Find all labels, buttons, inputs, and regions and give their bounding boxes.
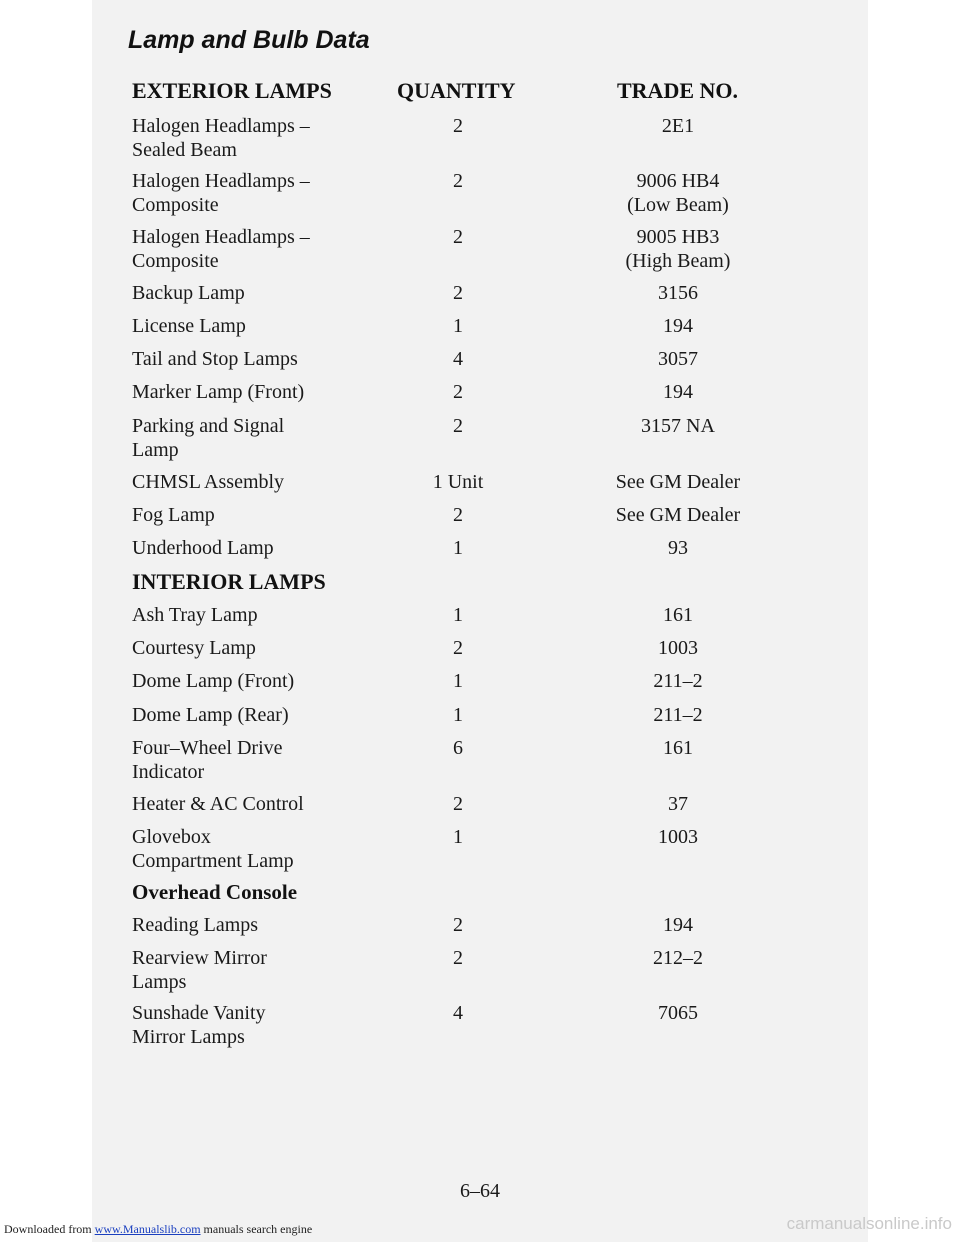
lamp-quantity: 2 xyxy=(453,282,463,304)
lamp-trade-no: 194 xyxy=(663,315,693,337)
lamp-quantity: 1 xyxy=(453,315,463,337)
lamp-quantity: 1 Unit xyxy=(432,471,484,493)
lamp-name: Parking and Signal Lamp xyxy=(132,415,285,461)
lamp-trade-no: 93 xyxy=(668,537,688,559)
lamp-name: Halogen Headlamps – Sealed Beam xyxy=(132,115,310,161)
lamp-quantity: 2 xyxy=(453,504,463,526)
lamp-quantity: 2 xyxy=(453,381,463,403)
lamp-trade-no: See GM Dealer xyxy=(615,504,741,526)
section-interior-lamps: INTERIOR LAMPS xyxy=(132,569,326,594)
footer-suffix: manuals search engine xyxy=(200,1222,313,1236)
lamp-quantity: 1 xyxy=(453,704,463,726)
lamp-trade-no: 194 xyxy=(663,914,693,936)
page-title: Lamp and Bulb Data xyxy=(128,26,370,54)
lamp-trade-no: 3157 NA xyxy=(641,415,715,437)
lamp-quantity: 6 xyxy=(453,737,463,759)
header-quantity: QUANTITY xyxy=(397,78,516,103)
lamp-quantity: 2 xyxy=(453,415,463,437)
manualslib-link[interactable]: www.Manualslib.com xyxy=(94,1222,201,1236)
header-trade-no: TRADE NO. xyxy=(617,78,739,103)
footer-prefix: Downloaded from xyxy=(4,1222,95,1236)
lamp-quantity: 1 xyxy=(453,670,463,692)
lamp-trade-no: 37 xyxy=(668,793,688,815)
lamp-trade-no: 2E1 xyxy=(661,115,695,137)
lamp-quantity: 2 xyxy=(453,115,463,137)
lamp-name: Reading Lamps xyxy=(132,914,259,936)
lamp-trade-no: 3057 xyxy=(658,348,698,370)
lamp-name: Four–Wheel Drive Indicator xyxy=(132,737,283,783)
lamp-name: Halogen Headlamps – Composite xyxy=(132,226,310,272)
lamp-quantity: 2 xyxy=(453,637,463,659)
lamp-trade-no: 9006 HB4 (Low Beam) xyxy=(627,170,729,216)
lamp-trade-no: 211–2 xyxy=(653,704,703,726)
watermark: carmanualsonline.info xyxy=(786,1214,952,1233)
lamp-name: Marker Lamp (Front) xyxy=(132,381,305,403)
lamp-name: Backup Lamp xyxy=(132,282,245,304)
lamp-name: Halogen Headlamps – Composite xyxy=(132,170,310,216)
lamp-quantity: 1 xyxy=(453,537,463,559)
lamp-name: Heater & AC Control xyxy=(132,793,304,815)
lamp-name: Underhood Lamp xyxy=(132,537,274,559)
lamp-quantity: 2 xyxy=(453,226,463,248)
lamp-name: Fog Lamp xyxy=(132,504,215,526)
download-footer xyxy=(4,1222,312,1237)
lamp-trade-no: 161 xyxy=(663,604,693,626)
lamp-trade-no: 9005 HB3 (High Beam) xyxy=(625,226,731,272)
lamp-name: Courtesy Lamp xyxy=(132,637,256,659)
lamp-trade-no: 7065 xyxy=(658,1002,698,1024)
lamp-quantity: 1 xyxy=(453,604,463,626)
lamp-trade-no: 1003 xyxy=(658,637,698,659)
lamp-name: Tail and Stop Lamps xyxy=(132,348,298,370)
lamp-quantity: 2 xyxy=(453,914,463,936)
lamp-trade-no: 212–2 xyxy=(653,947,703,969)
lamp-trade-no: See GM Dealer xyxy=(615,471,741,493)
lamp-trade-no: 1003 xyxy=(658,826,698,848)
lamp-name: Glovebox Compartment Lamp xyxy=(132,826,294,872)
lamp-name: Dome Lamp (Front) xyxy=(132,670,295,692)
lamp-name: License Lamp xyxy=(132,315,246,337)
lamp-trade-no: 161 xyxy=(663,737,693,759)
lamp-trade-no: 3156 xyxy=(658,282,698,304)
lamp-trade-no: 211–2 xyxy=(653,670,703,692)
lamp-trade-no: 194 xyxy=(663,381,693,403)
lamp-name: Sunshade Vanity Mirror Lamps xyxy=(132,1002,266,1048)
page-number: 6–64 xyxy=(460,1180,500,1202)
lamp-name: Dome Lamp (Rear) xyxy=(132,704,289,726)
lamp-quantity: 2 xyxy=(453,947,463,969)
lamp-quantity: 1 xyxy=(453,826,463,848)
lamp-quantity: 2 xyxy=(453,793,463,815)
lamp-name: CHMSL Assembly xyxy=(132,471,285,493)
lamp-name: Rearview Mirror Lamps xyxy=(132,947,267,993)
lamp-quantity: 4 xyxy=(453,1002,463,1024)
header-exterior-lamps: EXTERIOR LAMPS xyxy=(132,78,332,103)
section-overhead-console: Overhead Console xyxy=(132,880,298,904)
lamp-quantity: 2 xyxy=(453,170,463,192)
lamp-name: Ash Tray Lamp xyxy=(132,604,258,626)
lamp-quantity: 4 xyxy=(453,348,463,370)
